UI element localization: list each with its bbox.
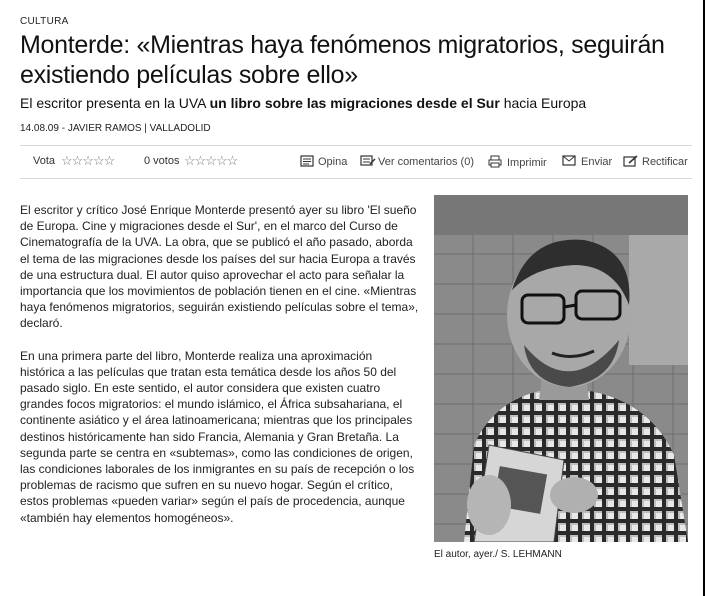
section-label: CULTURA bbox=[20, 16, 69, 27]
send-button[interactable] bbox=[562, 155, 612, 168]
opina-button[interactable] bbox=[300, 155, 347, 168]
vote-label: Vota bbox=[33, 155, 56, 167]
author-photo bbox=[434, 195, 688, 542]
rectify-label: Rectificar bbox=[642, 156, 688, 168]
view-comments-label: Ver comentarios (0) bbox=[378, 156, 474, 168]
paragraph-1: El escritor y crítico José Enrique Monterde presentó ayer su libro 'El sueño de Europa. Cine y migraciones desde el Sur', en el marco del Curso de Cinematografía de la UVA. La obra, que se publicó el año pasado, aborda el tema de las migraciones desde los países del sur hacia Europa a través de una estructura dual. El autor quiso aprovechar el acto para señalar la importancia que los movimientos de población tienen en el cine. «Mientras haya fenómenos migratorios, seguirán existiendo películas sobre el tema», declaró. bbox=[20, 203, 419, 331]
rectify-button[interactable] bbox=[623, 155, 688, 168]
votes-count: 0 votos bbox=[144, 155, 180, 167]
photo-caption: El autor, ayer./ S. LEHMANN bbox=[434, 549, 562, 560]
subtitle-pre: El escritor presenta en la UVA bbox=[20, 95, 210, 111]
byline: 14.08.09 - JAVIER RAMOS | VALLADOLID bbox=[20, 123, 211, 134]
printer-icon bbox=[488, 155, 502, 168]
edit-icon bbox=[623, 155, 638, 167]
opina-label: Opina bbox=[318, 156, 348, 168]
subtitle-bold: un libro sobre las migraciones desde el Sur bbox=[209, 95, 500, 111]
headline: Monterde: «Mientras haya fenómenos migratorios, seguirán existiendo películas sobre ello» bbox=[20, 31, 665, 89]
print-button[interactable] bbox=[488, 155, 547, 169]
subtitle-post: hacia Europa bbox=[499, 95, 587, 111]
view-comments-button[interactable] bbox=[360, 155, 474, 168]
comments-icon bbox=[360, 155, 376, 167]
vote-stars[interactable]: ☆☆☆☆☆ bbox=[61, 153, 115, 168]
paragraph-2: En una primera parte del libro, Monterde realiza una aproximación histórica a las películas que tratan esta temática desde los años 50 del pasado siglo. En este sentido, el autor considera que existen cuatro grandes focos migratorios: el mundo islámico, el África subsahariana, el continente asiático y el área latinoamericana; mientras que los principales destinos históricamente han sido Francia, Alemania y Gran Bretaña. La segunda parte se centra en «subtemas», como las condiciones de origen, las condiciones laborales de los inmigrantes en su país de recepción o los problemas de racismo que sufren en su nuevo hogar. Según el crítico, estos problemas «pueden variar» según el país de procedencia, aunque «también hay elementos homogéneos». bbox=[20, 348, 415, 525]
rating-stars: ☆☆☆☆☆ bbox=[184, 153, 238, 168]
comment-icon bbox=[300, 155, 314, 167]
envelope-icon bbox=[562, 155, 576, 166]
article-toolbar bbox=[20, 145, 692, 179]
article-body bbox=[20, 202, 420, 542]
subtitle bbox=[20, 95, 586, 111]
print-label: Imprimir bbox=[507, 157, 547, 169]
send-label: Enviar bbox=[581, 156, 613, 168]
